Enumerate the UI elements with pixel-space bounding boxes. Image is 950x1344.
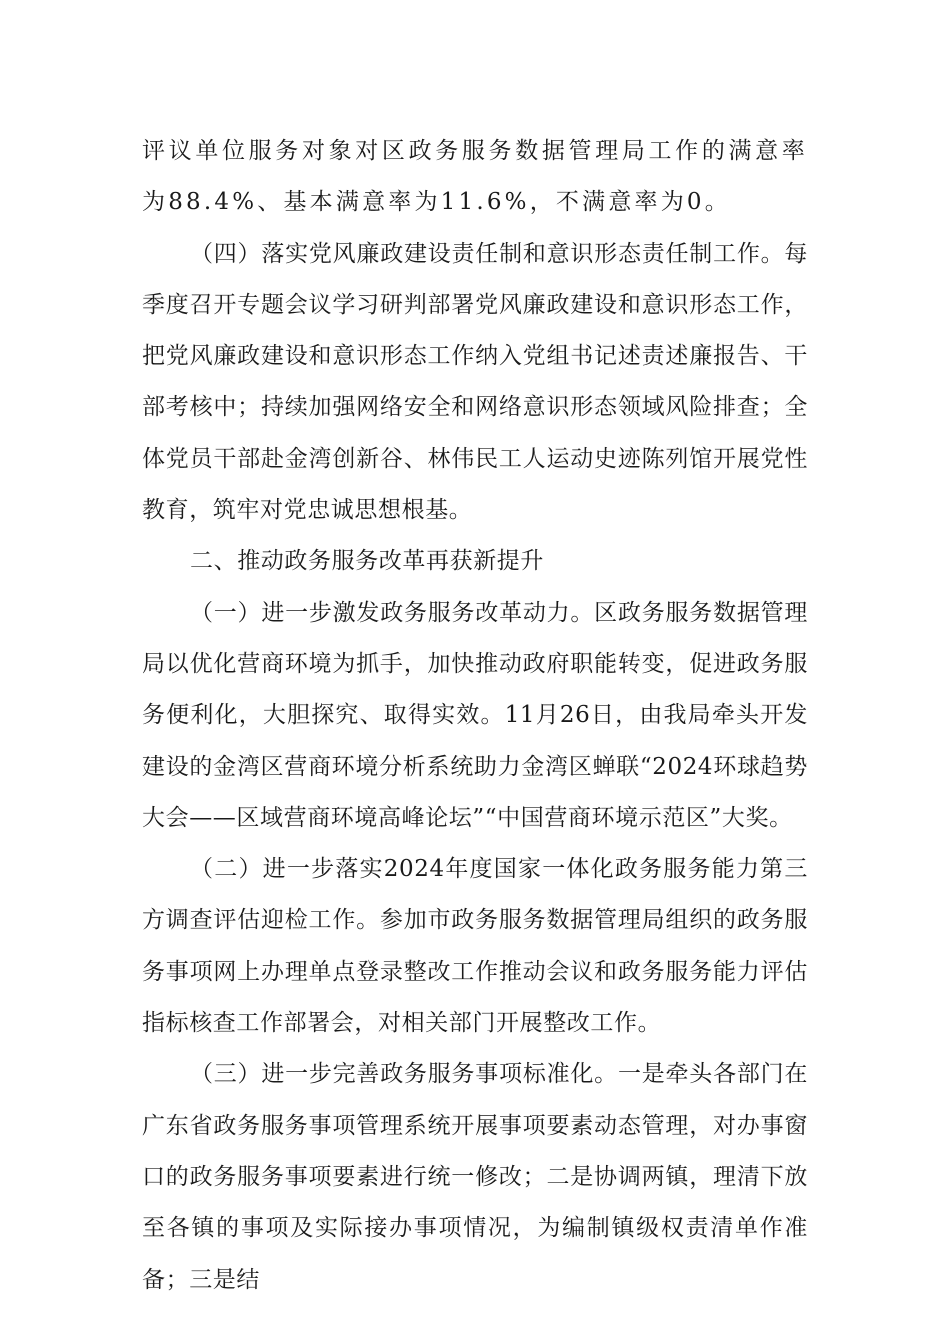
paragraph-section-4-party-conduct: （四）落实党风廉政建设责任制和意识形态责任制工作。每季度召开专题会议学习研判部署党风廉政建设和意识形态工作，把党风廉政建设和意识形态工作纳入党组书记述责述廉报告、干部考核中；持续加强网络安全和网络意识形态领域风险排查；全体党员干部赴金湾创新谷、林伟民工人运动史迹陈列馆开展党性教育，筑牢对党忠诚思想根基。 <box>142 240 808 524</box>
paragraph-section-2-assessment: （二）进一步落实2024年度国家一体化政务服务能力第三方调查评估迎检工作。参加市政务服务数据管理局组织的政务服务事项网上办理单点登录整改工作推动会议和政务服务能力评估指标核查工作部署会，对相关部门开展整改工作。 <box>142 856 808 1037</box>
paragraph-section-1-reform: （一）进一步激发政务服务改革动力。区政务服务数据管理局以优化营商环境为抓手，加快推动政府职能转变，促进政务服务便利化，大胆探究、取得实效。11月26日，由我局牵头开发建设的金湾区营商环境分析系统助力金湾区蝉联“2024环球趋势大会——区域营商环境高峰论坛”“中国营商环境示范区”大奖。 <box>142 599 808 831</box>
paragraph-section-3-standardization: （三）进一步完善政务服务事项标准化。一是牵头各部门在广东省政务服务事项管理系统开展事项要素动态管理，对办事窗口的政务服务事项要素进行统一修改；二是协调两镇，理清下放至各镇的事项及实际接办事项情况，为编制镇级权责清单作准备；三是结 <box>142 1061 808 1293</box>
paragraph-satisfaction-rate: 评议单位服务对象对区政务服务数据管理局工作的满意率为88.4%、基本满意率为11.6%，不满意率为0。 <box>142 138 808 216</box>
section-heading-2: 二、推动政务服务改革再获新提升 <box>190 548 544 575</box>
document-body <box>142 126 808 1306</box>
